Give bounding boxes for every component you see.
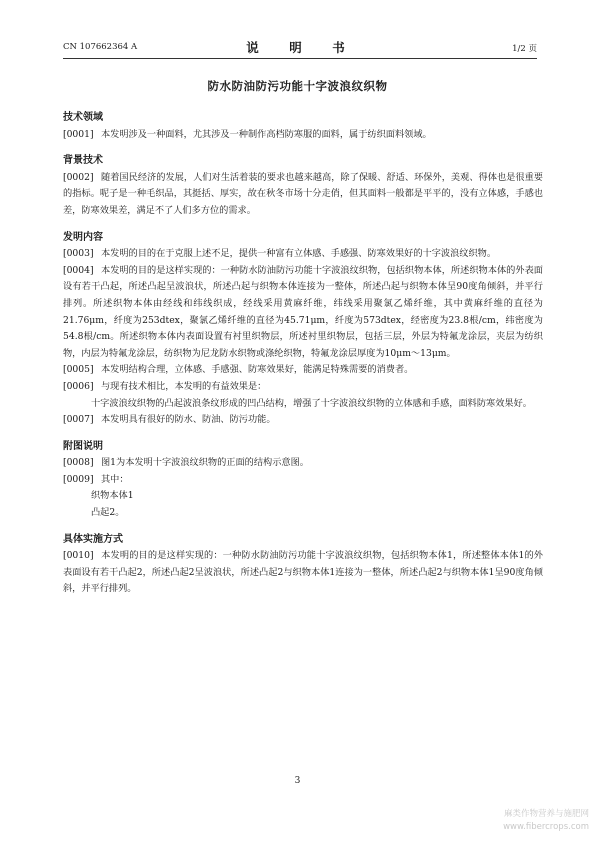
paragraph-number: [0002] [63,171,94,183]
reference-label-line: 织物本体1 [91,490,134,502]
page-indicator: 1/2 页 [512,44,537,54]
paragraph-number: [0007] [63,414,94,426]
paragraph-number: [0010] [63,550,94,562]
paragraph-number: [0008] [63,457,94,469]
paragraph [63,472,543,489]
paragraph-continuation [63,396,543,413]
paragraph [63,170,543,220]
paragraph-text: 本发明的目的是这样实现的：一种防水防油防污功能十字波浪纹织物，包括织物本体1，所述整体本体1的外表面设有若干凸起2，所述凸起2呈波浪状，所述凸起2与织物本体1连接为一整体，所述凸起2与织物本体1呈90度角倾斜，并平行排列。 [63,550,543,595]
paragraph-text: 十字波浪纹织物的凸起波浪条纹形成的凹凸结构，增强了十字波浪纹织物的立体感和手感，面料防寒效果好。 [91,397,532,409]
paragraph [63,263,543,363]
paragraph-text: 本发明具有很好的防水、防油、防污功能。 [101,414,276,426]
section-heading: 附图说明 [63,440,103,452]
section-technical-field [63,110,543,143]
document-number: CN 107662364 A [63,42,138,52]
paragraph [63,455,543,472]
section-invention-content [63,230,543,429]
section-background-art [63,153,543,219]
document-body [63,110,543,608]
paragraph-text: 其中： [101,473,129,485]
paragraph-text: 与现有技术相比，本发明的有益效果是： [101,380,267,392]
paragraph-text: 本发明涉及一种面料，尤其涉及一种制作高档防寒服的面料，属于纺织面料领域。 [101,128,432,140]
paragraph-text: 随着国民经济的发展，人们对生活着装的要求也越来越高，除了保暖、舒适、环保外，美观、得体也是很重要的指标。呢子是一种毛织品，其挺括、厚实，故在秋冬市场十分走俏，但其面料一般都是平平的，没有立体感，手感也差，防寒效果差，满足不了人们多方位的需求。 [63,171,543,216]
section-heading: 技术领域 [63,112,103,123]
paragraph [63,379,543,396]
paragraph-text: 图1为本发明十字波浪纹织物的正面的结构示意图。 [101,457,309,469]
page-number: 3 [294,776,301,786]
section-heading: 发明内容 [63,231,103,243]
paragraph-number: [0009] [63,473,94,485]
section-heading: 背景技术 [63,155,103,167]
reference-label-line: 凸起2。 [91,507,125,519]
paragraph-number: [0005] [63,364,94,376]
section-embodiment [63,532,543,598]
header-divider [63,58,537,59]
paragraph-text: 本发明的目的是这样实现的：一种防水防油防污功能十字波浪纹织物，包括织物本体，所述织物本体的外表面设有若干凸起，所述凸起呈波浪状，所述凸起与织物本体连接为一整体，所述凸起与织物本体呈90度角倾斜，并平行排列。所述织物本体由经线和纬线织成，经线采用黄麻纤维，纬线采用聚氯乙烯纤维，其中黄麻纤维的直径为21.76μm，纤度为253dtex，聚氯乙烯纤维的直径为45.71μm，纤度为573dtex，经密度为23.8根/cm，纬密度为54.8根/cm。所述织物本体内表面设置有衬里织物层，所述衬里织物层，包括三层，外层为特氟龙涂层，夹层为纺织物，内层为特氟龙涂层，纺织物为尼龙防水织物或涤纶织物，特氟龙涂层厚度为10μm～13μm。 [63,264,543,359]
paragraph-number: [0006] [63,380,94,392]
section-heading: 具体实施方式 [63,533,123,545]
paragraph [63,362,543,379]
page-header [63,38,537,56]
watermark [503,808,589,834]
watermark-site-name: 麻类作物营养与施肥网 [503,809,589,819]
paragraph [63,412,543,429]
paragraph-number: [0004] [63,264,94,276]
watermark-url: www.fibercrops.com [503,822,589,832]
paragraph-number: [0001] [63,128,94,140]
paragraph [63,127,543,144]
paragraph-text: 本发明结构合理，立体感、手感强、防寒效果好，能满足特殊需要的消费者。 [101,364,414,376]
document-title: 防水防油防污功能十字波浪纹织物 [207,79,388,93]
paragraph [63,246,543,263]
section-drawing-description [63,439,543,522]
document-type-title: 说 明 书 [246,40,354,55]
paragraph [63,548,543,598]
paragraph-text: 本发明的目的在于克服上述不足，提供一种富有立体感、手感强、防寒效果好的十字波浪纹织物。 [101,248,497,260]
paragraph-number: [0003] [63,248,94,260]
